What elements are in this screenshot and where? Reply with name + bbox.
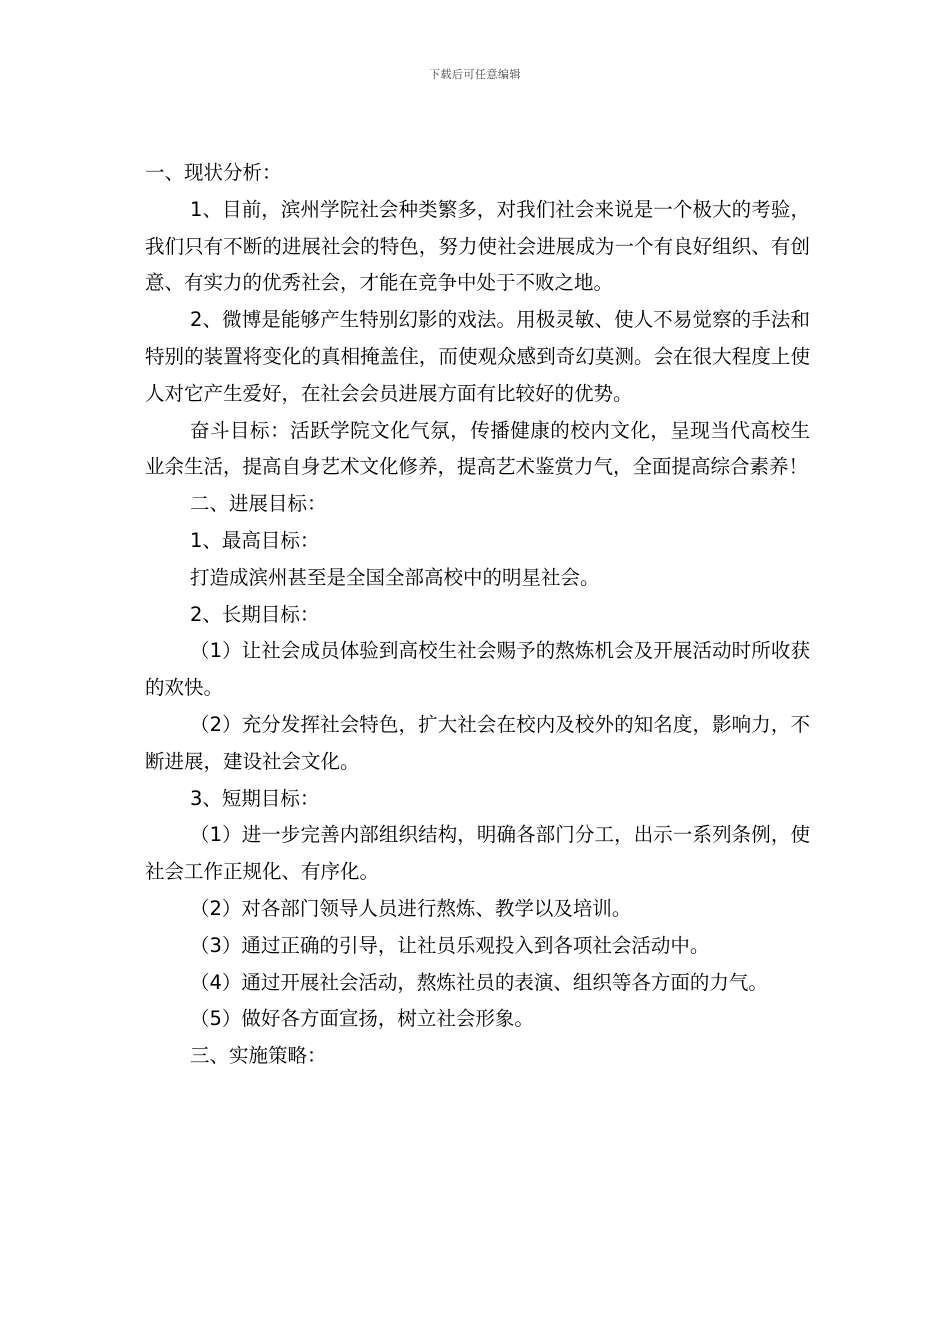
document-body xyxy=(145,155,810,1075)
list-item-short-term-5: （5）做好各方面宣扬，树立社会形象。 xyxy=(190,1007,534,1031)
paragraph-top-goal: 打造成滨州甚至是全国全部高校中的明星社会。 xyxy=(190,565,600,589)
paragraph-status-2: 2、微博是能够产生特别幻影的戏法。用极灵敏、使人不易觉察的手法和特别的装置将变化的真相掩盖住，而使观众感到奇幻莫测。会在很大程度上使人对它产生爱好，在社会会员进展方面有比较好的优势。 xyxy=(145,308,810,405)
section-heading-development: 二、进展目标： xyxy=(190,492,327,516)
paragraph-goal: 奋斗目标：活跃学院文化气氛，传播健康的校内文化，呈现当代高校生业余生活，提高自身艺术文化修养，提高艺术鉴赏力气，全面提高综合素养！ xyxy=(145,418,810,479)
subheading-long-term: 2、长期目标： xyxy=(190,602,320,626)
section-heading-status: 一、现状分析： xyxy=(145,161,282,184)
list-item-long-term-1: （1）让社会成员体验到高校生社会赐予的熬炼机会及开展活动时所收获的欢快。 xyxy=(145,639,810,700)
section-heading-strategy: 三、实施策略： xyxy=(190,1044,327,1068)
subheading-short-term: 3、短期目标： xyxy=(190,786,320,810)
list-item-short-term-4: （4）通过开展社会活动，熬炼社员的表演、组织等各方面的力气。 xyxy=(190,970,768,994)
subheading-top-goal: 1、最高目标： xyxy=(190,528,320,552)
page-header: 下载后可任意编辑 xyxy=(429,68,521,81)
list-item-short-term-2: （2）对各部门领导人员进行熬炼、教学以及培训。 xyxy=(190,896,632,920)
paragraph-status-1: 1、目前，滨州学院社会种类繁多，对我们社会来说是一个极大的考验，我们只有不断的进展社会的特色，努力使社会进展成为一个有良好组织、有创意、有实力的优秀社会，才能在竞争中处于不败之地。 xyxy=(145,197,810,295)
list-item-short-term-3: （3）通过正确的引导，让社员乐观投入到各项社会活动中。 xyxy=(190,933,710,957)
list-item-long-term-2: （2）充分发挥社会特色，扩大社会在校内及校外的知名度，影响力，不断进展，建设社会文化。 xyxy=(145,712,810,773)
list-item-short-term-1: （1）进一步完善内部组织结构，明确各部门分工，出示一系列条例，使社会工作正规化、有序化。 xyxy=(145,823,810,884)
